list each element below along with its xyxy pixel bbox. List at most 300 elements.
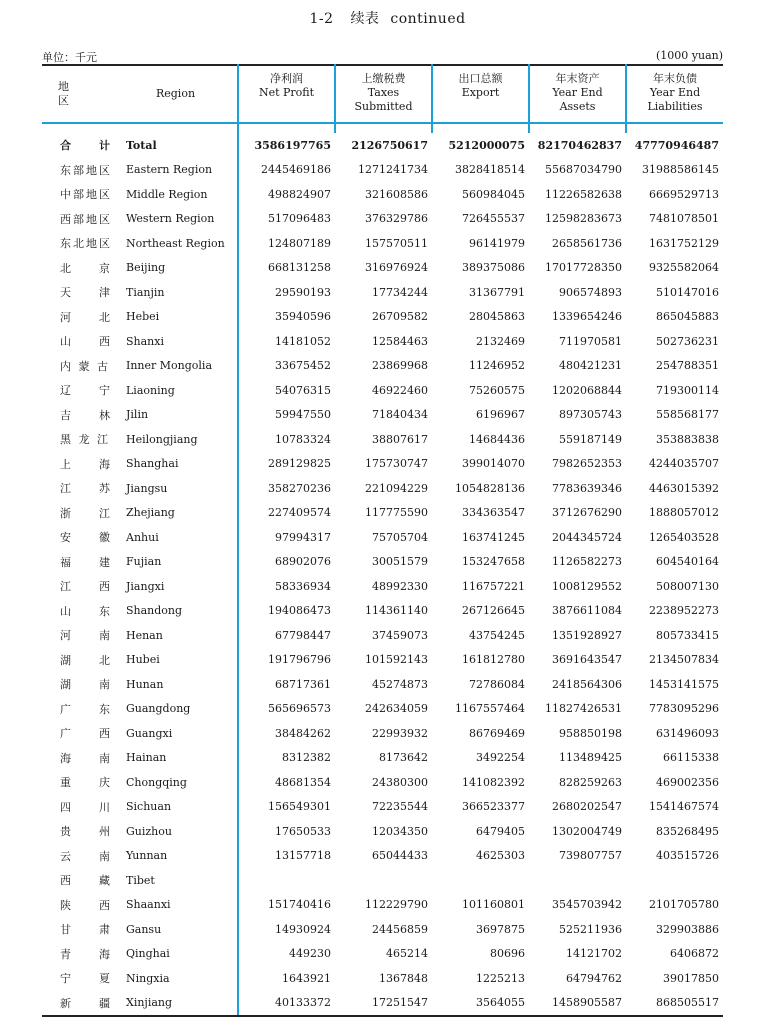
region-name-cn: 天 津 xyxy=(60,286,112,300)
assets-cell: 711970581 xyxy=(559,334,622,348)
export-cell: 560984045 xyxy=(462,187,525,201)
taxes-cell: 22993932 xyxy=(372,726,428,740)
liabilities-cell: 7783095296 xyxy=(649,702,719,716)
export-cell: 96141979 xyxy=(469,236,525,250)
taxes-cell: 12584463 xyxy=(372,334,428,348)
liabilities-cell: 469002356 xyxy=(656,775,719,789)
header-taxes-submitted xyxy=(335,65,432,123)
region-name-en: Total xyxy=(126,138,157,152)
region-name-cn: 安 徽 xyxy=(60,531,112,545)
liabilities-cell xyxy=(626,868,723,893)
net-profit-cell: 517096483 xyxy=(238,207,335,232)
table-row xyxy=(42,378,723,403)
header-region-en: Region xyxy=(155,86,196,100)
region-name-cn: 甘 肃 xyxy=(60,923,112,937)
region-name-cn: 上 海 xyxy=(60,457,112,471)
taxes-cell: 101592143 xyxy=(365,653,428,667)
region-name-cn: 新 疆 xyxy=(42,991,114,1017)
net-profit-cell: 29590193 xyxy=(238,280,335,305)
unit-label-en: (1000 yuan) xyxy=(655,49,723,62)
region-name-en: Beijing xyxy=(126,261,166,275)
statistics-table xyxy=(42,64,723,1017)
export-cell: 43754245 xyxy=(469,628,525,642)
net-profit-cell: 668131258 xyxy=(238,256,335,281)
table-code: 1-2 xyxy=(309,11,334,27)
region-name-en: Eastern Region xyxy=(126,163,213,177)
region-name-cn: 西部地区 xyxy=(60,212,112,226)
taxes-cell: 114361140 xyxy=(365,604,428,618)
header-en: Year End xyxy=(552,86,603,99)
export-cell: 399014070 xyxy=(462,457,525,471)
assets-cell: 3876611084 xyxy=(552,604,622,618)
liabilities-cell: 4244035707 xyxy=(649,457,719,471)
header-year-end-assets xyxy=(529,65,626,123)
taxes-cell: 37459073 xyxy=(372,628,428,642)
table-row xyxy=(42,623,723,648)
net-profit-cell: 33675452 xyxy=(238,354,335,379)
net-profit-cell xyxy=(238,868,335,893)
assets-cell: 480421231 xyxy=(559,359,622,373)
export-cell: 86769469 xyxy=(469,726,525,740)
region-name-cn: 福 建 xyxy=(60,555,112,569)
region-name-cn: 江 西 xyxy=(60,580,112,594)
header-en: Taxes xyxy=(367,86,400,99)
table-body xyxy=(42,133,723,1016)
export-cell: 11246952 xyxy=(469,359,525,373)
region-name-en: Shandong xyxy=(126,604,183,618)
table-row xyxy=(42,868,723,893)
taxes-cell: 45274873 xyxy=(372,677,428,691)
taxes-cell: 316976924 xyxy=(365,261,428,275)
header-cn: 年末负债 xyxy=(653,72,697,85)
region-name-cn: 辽 宁 xyxy=(60,384,112,398)
assets-cell: 1458905587 xyxy=(529,991,626,1017)
region-name-cn: 湖 北 xyxy=(60,653,112,667)
liabilities-cell: 868505517 xyxy=(626,991,723,1017)
assets-cell: 3712676290 xyxy=(552,506,622,520)
export-cell: 75260575 xyxy=(469,383,525,397)
taxes-cell: 38807617 xyxy=(372,432,428,446)
table-row xyxy=(42,354,723,379)
region-name-cn: 合 计 xyxy=(60,139,112,153)
assets-cell: 12598283673 xyxy=(545,212,622,226)
assets-cell: 906574893 xyxy=(559,285,622,299)
liabilities-cell: 508007130 xyxy=(656,579,719,593)
export-cell: 6196967 xyxy=(476,408,525,422)
assets-cell: 897305743 xyxy=(559,408,622,422)
net-profit-cell: 67798447 xyxy=(238,623,335,648)
page-title xyxy=(0,8,775,28)
taxes-cell: 12034350 xyxy=(372,824,428,838)
header-en: Assets xyxy=(559,100,596,113)
net-profit-cell: 289129825 xyxy=(238,452,335,477)
net-profit-cell: 151740416 xyxy=(238,893,335,918)
header-region-cn: 地 区 xyxy=(58,79,85,107)
assets-cell: 14121702 xyxy=(566,947,622,961)
assets-cell: 2658561736 xyxy=(552,236,622,250)
taxes-cell: 376329786 xyxy=(365,212,428,226)
export-cell: 3828418514 xyxy=(455,163,525,177)
region-name-en: Gansu xyxy=(126,922,162,936)
export-cell: 72786084 xyxy=(469,677,525,691)
region-name-cn: 青 海 xyxy=(60,947,112,961)
title-en: continued xyxy=(390,11,466,27)
assets-cell: 1202068844 xyxy=(552,383,622,397)
net-profit-cell: 2445469186 xyxy=(238,158,335,183)
region-name-en: Guangxi xyxy=(126,726,173,740)
net-profit-cell: 498824907 xyxy=(238,182,335,207)
region-name-cn: 吉 林 xyxy=(60,408,112,422)
taxes-cell: 175730747 xyxy=(365,457,428,471)
table-row xyxy=(42,770,723,795)
region-name-en: Xinjiang xyxy=(114,991,238,1017)
unit-label-cn: 单位：千元 xyxy=(42,51,97,64)
header-en: Liabilities xyxy=(647,100,703,113)
export-cell: 116757221 xyxy=(462,579,525,593)
region-name-en: Hebei xyxy=(126,310,160,324)
net-profit-cell: 3586197765 xyxy=(238,133,335,158)
export-cell: 1054828136 xyxy=(455,481,525,495)
liabilities-cell: 254788351 xyxy=(656,359,719,373)
region-name-en: Shanghai xyxy=(126,457,179,471)
assets-cell: 559187149 xyxy=(559,432,622,446)
net-profit-cell: 54076315 xyxy=(238,378,335,403)
table-row xyxy=(42,819,723,844)
taxes-cell: 321608586 xyxy=(365,187,428,201)
region-name-en: Chongqing xyxy=(126,775,187,789)
table-row-total xyxy=(42,133,723,158)
region-name-cn: 广 西 xyxy=(60,727,112,741)
assets-cell: 3545703942 xyxy=(552,898,622,912)
export-cell: 3492254 xyxy=(476,751,525,765)
export-cell: 3564055 xyxy=(432,991,529,1017)
taxes-cell: 71840434 xyxy=(372,408,428,422)
table-row xyxy=(42,746,723,771)
taxes-cell: 65044433 xyxy=(372,849,428,863)
region-name-en: Northeast Region xyxy=(126,236,225,250)
taxes-cell: 242634059 xyxy=(365,702,428,716)
net-profit-cell: 191796796 xyxy=(238,648,335,673)
table-row xyxy=(42,256,723,281)
region-name-en: Guangdong xyxy=(126,702,191,716)
export-cell: 80696 xyxy=(490,947,525,961)
liabilities-cell: 865045883 xyxy=(656,310,719,324)
export-cell: 726455537 xyxy=(462,212,525,226)
taxes-cell: 465214 xyxy=(386,947,428,961)
net-profit-cell: 1643921 xyxy=(238,966,335,991)
net-profit-cell: 13157718 xyxy=(238,844,335,869)
table-row xyxy=(42,501,723,526)
region-name-cn: 陕 西 xyxy=(60,898,112,912)
assets-cell: 1351928927 xyxy=(552,628,622,642)
export-cell: 28045863 xyxy=(469,310,525,324)
region-name-en: Liaoning xyxy=(126,383,175,397)
liabilities-cell: 47770946487 xyxy=(634,138,719,152)
table-row xyxy=(42,427,723,452)
region-name-cn: 江 苏 xyxy=(60,482,112,496)
net-profit-cell: 68717361 xyxy=(238,672,335,697)
table-row xyxy=(42,182,723,207)
region-name-cn: 内 蒙 古 xyxy=(60,359,110,373)
region-name-cn: 北 京 xyxy=(60,261,112,275)
header-year-end-liabilities xyxy=(626,65,723,123)
table-row xyxy=(42,525,723,550)
header-cn: 净利润 xyxy=(270,72,303,85)
export-cell: 161812780 xyxy=(462,653,525,667)
header-spacer xyxy=(42,123,723,133)
liabilities-cell: 510147016 xyxy=(656,285,719,299)
liabilities-cell: 1888057012 xyxy=(649,506,719,520)
export-cell: 2132469 xyxy=(476,334,525,348)
liabilities-cell: 502736231 xyxy=(656,334,719,348)
taxes-cell: 1271241734 xyxy=(358,163,428,177)
export-cell: 5212000075 xyxy=(448,138,525,152)
table-row xyxy=(42,403,723,428)
net-profit-cell: 40133372 xyxy=(238,991,335,1017)
assets-cell: 828259263 xyxy=(559,775,622,789)
export-cell: 14684436 xyxy=(469,432,525,446)
taxes-cell: 17734244 xyxy=(372,285,428,299)
taxes-cell: 72235544 xyxy=(372,800,428,814)
table-row xyxy=(42,648,723,673)
region-name-cn: 山 东 xyxy=(60,604,112,618)
liabilities-cell: 31988586145 xyxy=(642,163,719,177)
table-row xyxy=(42,476,723,501)
taxes-cell: 17251547 xyxy=(335,991,432,1017)
liabilities-cell: 1631752129 xyxy=(649,236,719,250)
export-cell: 141082392 xyxy=(462,775,525,789)
region-name-cn: 河 南 xyxy=(60,629,112,643)
liabilities-cell: 66115338 xyxy=(663,751,719,765)
net-profit-cell: 59947550 xyxy=(238,403,335,428)
taxes-cell: 26709582 xyxy=(372,310,428,324)
region-name-cn: 中部地区 xyxy=(60,188,112,202)
taxes-cell: 30051579 xyxy=(372,555,428,569)
table-row xyxy=(42,599,723,624)
liabilities-cell: 2238952273 xyxy=(649,604,719,618)
region-name-cn: 云 南 xyxy=(60,849,112,863)
region-name-en: Tianjin xyxy=(126,285,165,299)
header-cn: 上缴税费 xyxy=(361,72,406,85)
table-row xyxy=(42,893,723,918)
table-row xyxy=(42,721,723,746)
export-cell: 101160801 xyxy=(462,898,525,912)
table-row xyxy=(42,329,723,354)
net-profit-cell: 14930924 xyxy=(238,917,335,942)
region-name-en: Tibet xyxy=(126,873,155,887)
liabilities-cell: 1265403528 xyxy=(649,530,719,544)
header-row xyxy=(42,65,723,123)
net-profit-cell: 124807189 xyxy=(238,231,335,256)
region-name-en: Hunan xyxy=(126,677,164,691)
export-cell: 1167557464 xyxy=(455,702,525,716)
taxes-cell: 117775590 xyxy=(365,506,428,520)
region-name-en: Qinghai xyxy=(126,947,170,961)
export-cell xyxy=(432,868,529,893)
region-name-en: Western Region xyxy=(126,212,215,226)
taxes-cell: 75705704 xyxy=(372,530,428,544)
assets-cell: 1302004749 xyxy=(552,824,622,838)
table-row xyxy=(42,158,723,183)
export-cell: 1225213 xyxy=(476,971,525,985)
liabilities-cell: 4463015392 xyxy=(649,481,719,495)
table-row xyxy=(42,207,723,232)
table-row xyxy=(42,672,723,697)
region-name-cn: 西 藏 xyxy=(60,874,112,888)
region-name-en: Jiangxi xyxy=(126,579,165,593)
assets-cell: 17017728350 xyxy=(545,261,622,275)
taxes-cell: 23869968 xyxy=(372,359,428,373)
table-row xyxy=(42,942,723,967)
export-cell: 267126645 xyxy=(462,604,525,618)
net-profit-cell: 358270236 xyxy=(238,476,335,501)
net-profit-cell: 35940596 xyxy=(238,305,335,330)
region-name-en: Heilongjiang xyxy=(126,432,198,446)
region-name-en: Hubei xyxy=(126,653,160,667)
table-row xyxy=(42,795,723,820)
export-cell: 366523377 xyxy=(462,800,525,814)
region-name-cn: 湖 南 xyxy=(60,678,112,692)
title-cn: 续表 xyxy=(350,11,380,27)
liabilities-cell: 2101705780 xyxy=(649,898,719,912)
liabilities-cell: 835268495 xyxy=(656,824,719,838)
liabilities-cell: 719300114 xyxy=(656,383,719,397)
header-cn: 年末资产 xyxy=(555,72,600,85)
liabilities-cell: 6406872 xyxy=(670,947,719,961)
taxes-cell: 112229790 xyxy=(365,898,428,912)
net-profit-cell: 10783324 xyxy=(238,427,335,452)
liabilities-cell: 1453141575 xyxy=(649,677,719,691)
taxes-cell: 48992330 xyxy=(372,579,428,593)
region-name-cn: 重 庆 xyxy=(60,776,112,790)
liabilities-cell: 7481078501 xyxy=(649,212,719,226)
table-row xyxy=(42,917,723,942)
assets-cell: 11827426531 xyxy=(545,702,622,716)
region-name-cn: 浙 江 xyxy=(60,506,112,520)
liabilities-cell: 9325582064 xyxy=(649,261,719,275)
taxes-cell: 24456859 xyxy=(372,922,428,936)
region-name-en: Sichuan xyxy=(126,800,172,814)
liabilities-cell: 329903886 xyxy=(656,922,719,936)
liabilities-cell: 353883838 xyxy=(656,432,719,446)
export-cell: 31367791 xyxy=(469,285,525,299)
assets-cell: 1126582273 xyxy=(552,555,622,569)
region-name-en: Ningxia xyxy=(126,971,170,985)
region-name-cn: 东北地区 xyxy=(60,237,112,251)
liabilities-cell: 631496093 xyxy=(656,726,719,740)
table-row xyxy=(42,452,723,477)
net-profit-cell: 194086473 xyxy=(238,599,335,624)
region-name-en: Shanxi xyxy=(126,334,164,348)
table-row xyxy=(42,697,723,722)
table-row xyxy=(42,305,723,330)
net-profit-cell: 227409574 xyxy=(238,501,335,526)
export-cell: 3697875 xyxy=(476,922,525,936)
table-row xyxy=(42,991,723,1017)
header-cn: 出口总额 xyxy=(458,72,503,85)
liabilities-cell: 805733415 xyxy=(656,628,719,642)
liabilities-cell: 6669529713 xyxy=(649,187,719,201)
assets-cell xyxy=(529,868,626,893)
header-en: Export xyxy=(461,86,500,99)
assets-cell: 2418564306 xyxy=(552,677,622,691)
assets-cell: 113489425 xyxy=(559,751,622,765)
assets-cell: 1008129552 xyxy=(552,579,622,593)
region-name-en: Middle Region xyxy=(126,187,208,201)
region-name-en: Guizhou xyxy=(126,824,172,838)
assets-cell: 64794762 xyxy=(566,971,622,985)
region-name-en: Yunnan xyxy=(126,849,168,863)
export-cell: 6479405 xyxy=(476,824,525,838)
region-name-cn: 东部地区 xyxy=(60,163,112,177)
net-profit-cell: 58336934 xyxy=(238,574,335,599)
assets-cell: 7783639346 xyxy=(552,481,622,495)
taxes-cell: 157570511 xyxy=(365,236,428,250)
region-name-cn: 宁 夏 xyxy=(60,972,112,986)
region-name-cn: 四 川 xyxy=(60,800,112,814)
net-profit-cell: 38484262 xyxy=(238,721,335,746)
region-name-en: Fujian xyxy=(126,555,162,569)
table-row xyxy=(42,574,723,599)
liabilities-cell: 1541467574 xyxy=(649,800,719,814)
region-name-en: Jilin xyxy=(126,408,149,422)
net-profit-cell: 156549301 xyxy=(238,795,335,820)
table-row xyxy=(42,966,723,991)
header-en: Submitted xyxy=(354,100,413,113)
region-name-en: Hainan xyxy=(126,751,167,765)
region-name-cn: 河 北 xyxy=(60,310,112,324)
net-profit-cell: 17650533 xyxy=(238,819,335,844)
region-name-cn: 海 南 xyxy=(60,751,112,765)
assets-cell: 2044345724 xyxy=(552,530,622,544)
taxes-cell: 1367848 xyxy=(379,971,428,985)
net-profit-cell: 68902076 xyxy=(238,550,335,575)
assets-cell: 55687034790 xyxy=(545,163,622,177)
region-name-cn: 黑 龙 江 xyxy=(60,433,110,447)
assets-cell: 958850198 xyxy=(559,726,622,740)
taxes-cell: 2126750617 xyxy=(351,138,428,152)
assets-cell: 7982652353 xyxy=(552,457,622,471)
taxes-cell: 46922460 xyxy=(372,383,428,397)
region-name-cn: 贵 州 xyxy=(60,825,112,839)
liabilities-cell: 2134507834 xyxy=(649,653,719,667)
region-name-cn: 山 西 xyxy=(60,335,112,349)
table-row xyxy=(42,550,723,575)
liabilities-cell: 558568177 xyxy=(656,408,719,422)
header-net-profit xyxy=(238,65,335,123)
net-profit-cell: 48681354 xyxy=(238,770,335,795)
assets-cell: 1339654246 xyxy=(552,310,622,324)
assets-cell: 739807757 xyxy=(559,849,622,863)
export-cell: 4625303 xyxy=(476,849,525,863)
export-cell: 334363547 xyxy=(462,506,525,520)
region-name-en: Henan xyxy=(126,628,163,642)
export-cell: 153247658 xyxy=(462,555,525,569)
region-name-cn: 广 东 xyxy=(60,702,112,716)
table-row xyxy=(42,280,723,305)
export-cell: 389375086 xyxy=(462,261,525,275)
header-export xyxy=(432,65,529,123)
liabilities-cell: 604540164 xyxy=(656,555,719,569)
region-name-en: Inner Mongolia xyxy=(126,359,213,373)
net-profit-cell: 449230 xyxy=(238,942,335,967)
assets-cell: 2680202547 xyxy=(552,800,622,814)
header-en: Net Profit xyxy=(258,86,315,99)
liabilities-cell: 403515726 xyxy=(656,849,719,863)
assets-cell: 82170462837 xyxy=(537,138,622,152)
net-profit-cell: 565696573 xyxy=(238,697,335,722)
taxes-cell xyxy=(335,868,432,893)
